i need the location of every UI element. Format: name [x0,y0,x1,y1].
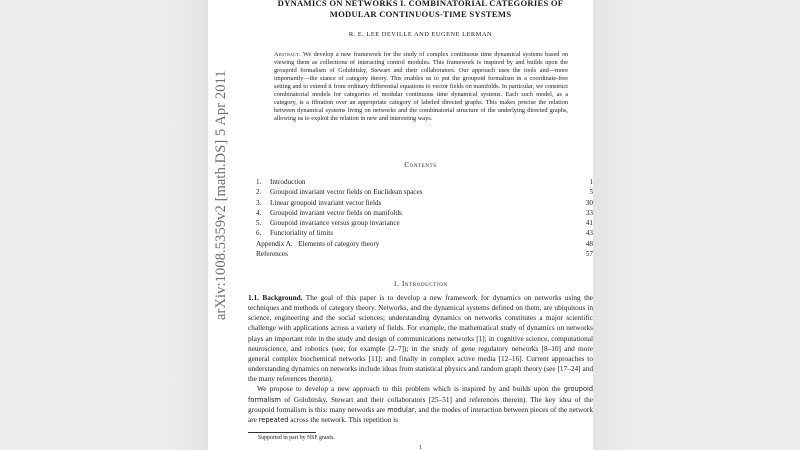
paragraph-text: The goal of this paper is to develop a new framework for dynamics on networks using the techniques and methods of category theory. Networks, and the dynamical systems defined on them, are ubiquitous in science, engineering and the social sciences; understanding dynamics on networks constitutes a major scientific challenge with applications across a variety of fields. For example, the mathematical study of dynamics on networks plays an important role in the study and design of communications networks [1]; in cognitive science, computational neuroscience, and robotics (see, for example [2–7]); in the study of gene regulatory networks [8–10] and more general complex biochemical networks [11]; and finally in complex active media [12–16]. Current approaches to understanding dynamics on networks include ideas from statistical physics and random graph theory (see [17–24] and the many references therein). [248,293,594,384]
toc-entry-number: 5. [256,219,262,228]
abstract [274,51,568,123]
intro-paragraph-1 [248,293,593,384]
toc-entry[interactable] [256,208,593,218]
toc-entry-title: References [256,250,288,259]
intro-paragraph-2 [248,384,593,425]
toc-entry-page: 57 [585,250,593,259]
emphasized-term: modular [387,405,415,414]
viewer-background-right [593,0,800,450]
toc-entry-title: Groupoid invariant vector fields on manifolds [270,208,402,217]
footnote-rule [248,432,316,433]
toc-entry-title: Groupoid invariance versus group invariance [270,219,400,228]
emphasized-term: repeated [258,415,289,424]
toc-entry[interactable] [256,187,593,197]
toc-entry-title: Introduction [270,178,306,186]
contents-heading: Contents [404,162,437,169]
toc-entry-number: 3. [256,198,262,207]
toc-entry-number: 2. [256,188,262,197]
toc-entry-page: 1 [589,178,593,186]
toc-entry-title: Appendix A. Elements of category theory [256,239,380,248]
viewer-background-left [0,0,208,450]
toc-entry-title: Functoriality of limits [270,229,334,238]
toc-entry[interactable] [256,249,593,259]
table-of-contents [256,177,593,259]
abstract-label: Abstract. [274,51,301,58]
toc-entry-page: 43 [585,229,593,238]
subsection-label: 1.1. Background. [248,293,303,302]
toc-entry-page: 30 [585,198,593,207]
emphasized-term: groupoid formalism [248,385,593,404]
toc-entry-number: 4. [256,208,262,217]
toc-entry[interactable] [256,198,593,208]
toc-entry-page: 41 [585,219,593,228]
toc-entry[interactable] [256,228,593,238]
abstract-text: We develop a new framework for the study of complex continuous time dynamical systems based on viewing them as collections of interacting control modules. This framework is inspired by and builds upon the groupoid formalism of Golubitsky, Stewart and their collaborators. Our approach uses the tools and—more importantly—the stance of category theory. This enables us to put the groupoid formalism in a coordinate-free setting and to extend it from ordinary differential equations to vector fields on manifolds. In particular, we construct combinatorial models for categories of modular continuous time dynamical systems. Each such model, as a category, is a fibration over an appropriate category of labeled directed graphs. This makes precise the relation between dynamical systems living on networks and the combinatorial structure of the underlying directed graphs, allowing us to exploit the relation in new and interesting ways. [274,51,568,122]
toc-entry[interactable] [256,218,593,228]
toc-entry-number: 1. [256,178,262,186]
paragraph-text: of Golubitsky, Stewart and their collaborators [25–51] and references therein). The key idea of the groupoid formalism is this: many networks are [248,394,593,414]
title-line-2: MODULAR CONTINUOUS-TIME SYSTEMS [329,8,512,19]
toc-entry-page: 48 [585,239,593,248]
toc-entry-page: 33 [585,208,593,217]
toc-entry-title: Groupoid invariant vector fields on Euclidean spaces [270,188,423,197]
toc-entry-title: Linear groupoid invariant vector fields [270,198,382,207]
toc-entry-page: 5 [589,188,593,197]
toc-entry-number: 6. [256,229,262,238]
toc-entry[interactable] [256,177,593,187]
introduction-body [248,293,593,425]
arxiv-stamp: arXiv:1008.5359v2 [math.DS] 5 Apr 2011 [213,70,229,320]
page-number: 1 [419,445,422,450]
authors: R. E. LEE DEVILLE AND EUGENE LERMAN [348,31,493,38]
paragraph-text: , and the modes of interaction between pieces of the network are [248,404,594,424]
paragraph-text: We propose to develop a new approach to this problem which is inspired by and builds upon the [257,384,564,394]
title-line-1: DYNAMICS ON NETWORKS I. COMBINATORIAL CATEGORIES OF [277,0,564,8]
paper-title [248,0,593,19]
section-heading: 1. Introduction [393,281,448,288]
toc-entry[interactable] [256,239,593,249]
paragraph-text: across the network. This repetition is [288,414,398,424]
footnote: Supported in part by NSF grants. [258,435,335,441]
